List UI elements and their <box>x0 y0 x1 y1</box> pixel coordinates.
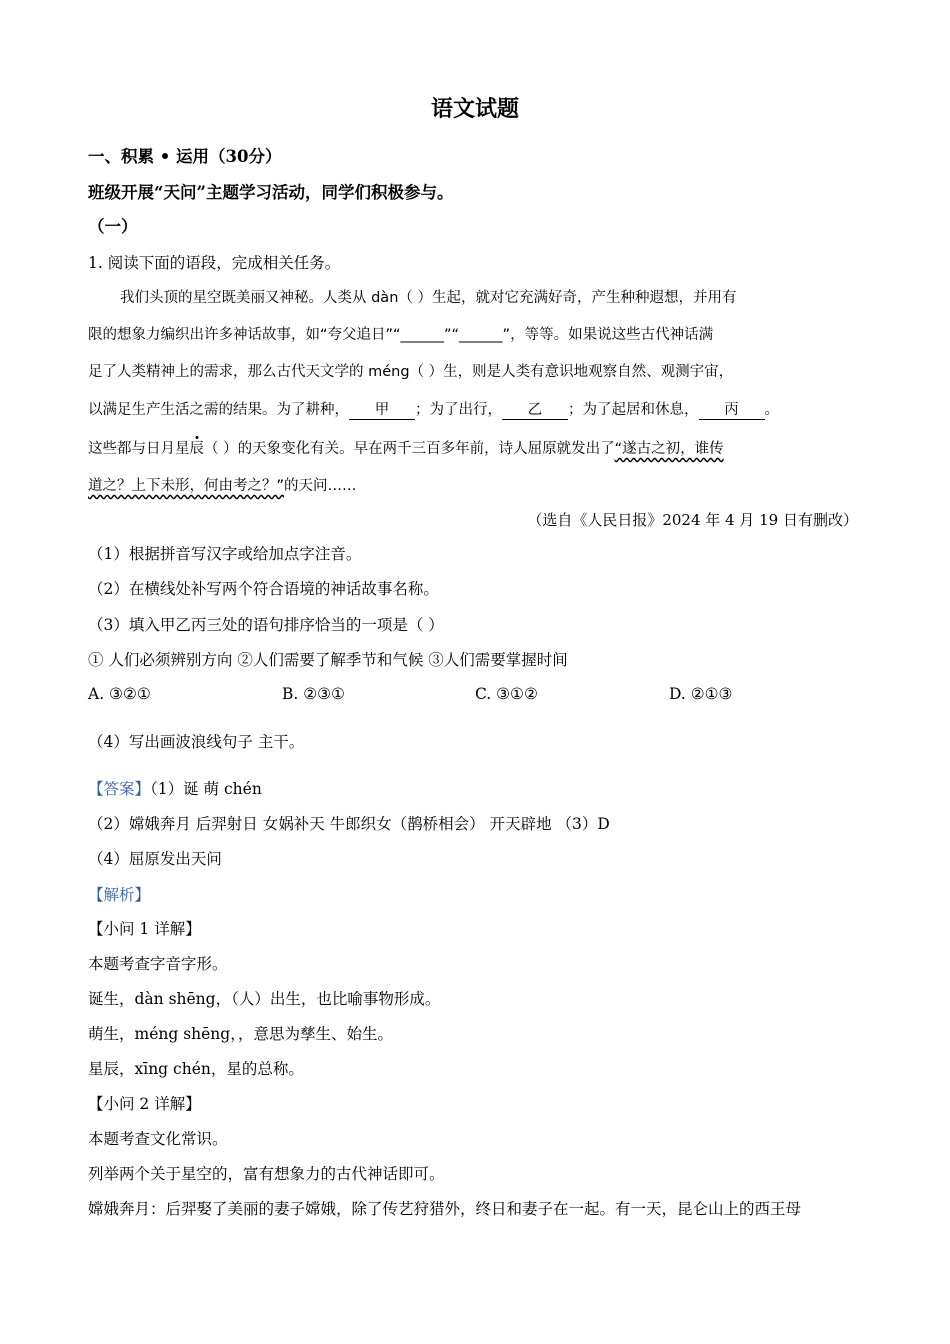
option-statements: ① 人们必须辨别方向 ②人们需要了解季节和气候 ③人们需要掌握时间 <box>88 651 568 669</box>
passage-text: 的天问…… <box>284 478 357 494</box>
blank-jia: 甲 <box>349 401 415 420</box>
sub-question-3: （3）填入甲乙丙三处的语句排序恰当的一项是（ ） <box>88 616 444 634</box>
passage-text: （ ）的天象变化有关。早在两千三百多年前，诗人屈原就发出了 <box>204 441 615 457</box>
passage-text: ；为了出行， <box>415 402 502 418</box>
detail-2-heading: 【小问 2 详解】 <box>88 1095 201 1113</box>
answer-tag: 【答案】 <box>88 780 151 798</box>
wavy-underlined-sentence: “遂古之初，谁传 <box>614 441 724 457</box>
passage-line-2: 限的想象力编织出许多神话故事，如“夸父追日”“______”“______”，等等。如果说这些古代神话满 <box>88 327 714 343</box>
choice-a: A. ③②① <box>88 685 151 703</box>
detail-2-line: 嫦娥奔月：后羿娶了美丽的妻子嫦娥，除了传艺狩猎外，终日和妻子在一起。有一天，昆仑山上的西王母 <box>88 1200 802 1218</box>
detail-2-line: 本题考查文化常识。 <box>88 1130 228 1148</box>
passage-line-5 <box>88 438 724 460</box>
passage-text: 。 <box>764 402 779 418</box>
passage-line-3: 足了人类精神上的需求，那么古代天文学的 méng（ ）生，则是人类有意识地观察自然、观测宇宙， <box>88 364 734 380</box>
choice-c: C. ③①② <box>475 685 538 703</box>
analysis-tag: 【解析】 <box>88 886 151 904</box>
blank-bing: 丙 <box>699 401 765 420</box>
dotted-character: 辰 <box>189 441 204 457</box>
answer-line-3: （4）屈原发出天问 <box>88 850 222 868</box>
passage-source: （选自《人民日报》2024 年 4 月 19 日有删改） <box>527 511 858 529</box>
activity-intro: 班级开展“天问”主题学习活动，同学们积极参与。 <box>88 183 454 202</box>
detail-1-line: 星辰，xīng chén，星的总称。 <box>88 1060 304 1078</box>
section-heading: 一、积累 • 运用（30分） <box>88 147 282 166</box>
part-label: （一） <box>88 217 138 236</box>
answer-line-1 <box>88 778 262 800</box>
detail-1-heading: 【小问 1 详解】 <box>88 920 201 938</box>
detail-2-line: 列举两个关于星空的，富有想象力的古代神话即可。 <box>88 1165 445 1183</box>
passage-line-1: 我们头顶的星空既美丽又神秘。人类从 dàn（ ）生起，就对它充满好奇，产生种种遐想，并用有 <box>120 290 737 306</box>
sub-question-1: （1）根据拼音写汉字或给加点字注音。 <box>88 545 362 563</box>
passage-text: 这些都与日月星 <box>88 441 190 457</box>
passage-line-6 <box>88 475 357 497</box>
page-title: 语文试题 <box>430 96 519 122</box>
sub-question-2: （2）在横线处补写两个符合语境的神话故事名称。 <box>88 580 439 598</box>
detail-1-line: 萌生，méng shēng，，意思为孳生、始生。 <box>88 1025 393 1043</box>
passage-line-4 <box>88 399 779 421</box>
passage-text: 以满足生产生活之需的结果。为了耕种， <box>88 402 349 418</box>
question-1: 1. 阅读下面的语段，完成相关任务。 <box>88 254 341 272</box>
detail-1-line: 本题考查字音字形。 <box>88 955 228 973</box>
blank-yi: 乙 <box>502 401 568 420</box>
choice-d: D. ②①③ <box>669 685 733 703</box>
choice-b: B. ②③① <box>282 685 345 703</box>
sub-question-4: （4）写出画波浪线句子 主干。 <box>88 733 305 751</box>
answer-line-2: （2）嫦娥奔月 后羿射日 女娲补天 牛郎织女（鹊桥相会） 开天辟地 （3）D <box>88 815 610 833</box>
detail-1-line: 诞生，dàn shēng，（人）出生，也比喻事物形成。 <box>88 990 441 1008</box>
passage-text: ；为了起居和休息， <box>568 402 699 418</box>
wavy-underlined-sentence: 道之？上下未形，何由考之？” <box>88 478 285 494</box>
answer-text: （1）诞 萌 chén <box>150 780 262 798</box>
